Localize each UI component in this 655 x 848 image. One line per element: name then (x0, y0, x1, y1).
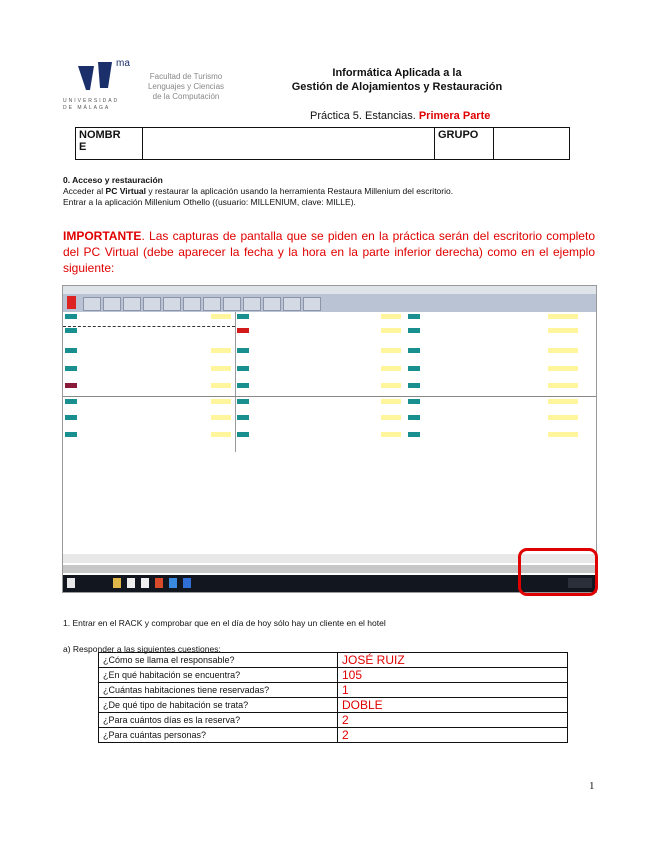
university-logo-icon (76, 62, 116, 92)
practice-prefix: Práctica 5. Estancias. (310, 110, 419, 122)
rack-status-cell (381, 399, 401, 404)
question-cell: ¿Para cuántos días es la reserva? (99, 713, 338, 728)
rack-status-cell (548, 348, 578, 353)
practice-subtitle (310, 110, 490, 122)
screenshot-toolbar-button (83, 297, 101, 311)
answer-cell[interactable]: 2 (338, 713, 568, 728)
question-cell: ¿Cuántas habitaciones tiene reservadas? (99, 683, 338, 698)
group-field[interactable] (494, 128, 570, 160)
edge-icon (183, 578, 191, 588)
answer-cell[interactable]: 1 (338, 683, 568, 698)
rack-room-cell (237, 366, 249, 371)
screenshot-toolbar-button (303, 297, 321, 311)
rack-room-cell (237, 314, 249, 319)
title-line-2: Gestión de Alojamientos y Restauración (291, 81, 503, 93)
rack-room-cell (65, 348, 77, 353)
rack-room-cell (65, 415, 77, 420)
document-title (262, 66, 532, 94)
rack-status-cell (211, 383, 231, 388)
name-label (76, 128, 143, 160)
rack-room-cell (408, 348, 420, 353)
table-row (99, 683, 568, 698)
rack-room-cell (237, 399, 249, 404)
rack-status-cell (381, 432, 401, 437)
answer-cell[interactable]: DOBLE (338, 698, 568, 713)
student-info-table (75, 127, 570, 160)
important-label: IMPORTANTE (63, 229, 142, 243)
date-time-highlight (518, 548, 598, 596)
rack-status-cell (211, 432, 231, 437)
rack-status-cell (381, 415, 401, 420)
millenium-icon (127, 578, 135, 588)
rack-room-cell (408, 366, 420, 371)
rack-room-cell (65, 328, 77, 333)
windows-start-icon (67, 578, 75, 588)
table-row (99, 668, 568, 683)
title-line-1: Informática Aplicada a la (332, 67, 462, 79)
rack-status-cell (548, 383, 578, 388)
section-access-heading: 0. Acceso y restauración (63, 175, 163, 185)
rack-status-cell (548, 328, 578, 333)
rack-status-cell (211, 314, 231, 319)
rack-status-cell (211, 415, 231, 420)
millenium-icon (141, 578, 149, 588)
line1-c: y restaurar la aplicación usando la herramienta Restaura Millenium del escritorio. (146, 186, 454, 196)
rack-status-cell (381, 383, 401, 388)
important-text: . Las capturas de pantalla que se piden en la práctica serán del escritorio completo del PC Virtual (debe aparecer la fecha y la hora en la parte inferior derecha) como en el ejemplo siguiente: (63, 229, 595, 275)
screenshot-toolbar-button (143, 297, 161, 311)
rack-room-cell (237, 432, 249, 437)
answer-cell[interactable]: 2 (338, 728, 568, 743)
section-access (63, 175, 603, 208)
important-note (63, 228, 595, 276)
table-row (99, 728, 568, 743)
rack-room-cell (408, 383, 420, 388)
browser-icon (155, 578, 163, 588)
screenshot-toolbar-button (223, 297, 241, 311)
screenshot-toolbar-button (263, 297, 281, 311)
rack-status-cell (548, 432, 578, 437)
name-field[interactable] (143, 128, 435, 160)
rack-room-cell (408, 432, 420, 437)
rack-room-cell (237, 383, 249, 388)
screenshot-toolbar-button (183, 297, 201, 311)
qa-intro: a) Responder a las siguientes cuestiones: (63, 644, 221, 654)
question-1: 1. Entrar en el RACK y comprobar que en el día de hoy sólo hay un cliente en el hotel (63, 618, 386, 628)
rack-status-cell (548, 399, 578, 404)
rack-room-cell (408, 415, 420, 420)
rack-room-cell (408, 328, 420, 333)
rack-room-cell (65, 432, 77, 437)
app-icon (169, 578, 177, 588)
line1-b: PC Virtual (105, 186, 146, 196)
name-label-line-1: NOMBR (79, 129, 121, 141)
screenshot-toolbar-button (203, 297, 221, 311)
rack-separator (63, 326, 235, 328)
rack-status-cell (381, 366, 401, 371)
screenshot-toolbar-button (283, 297, 301, 311)
name-label-line-2: E (79, 141, 87, 153)
table-row (99, 653, 568, 668)
rack-status-cell (381, 328, 401, 333)
rack-room-cell (65, 314, 77, 319)
rack-status-cell (211, 366, 231, 371)
screenshot-app-icon (67, 296, 76, 309)
rack-separator (63, 396, 596, 398)
faculty-name (138, 72, 234, 102)
table-row (99, 698, 568, 713)
screenshot-scrollbar (63, 565, 596, 573)
screenshot-statusbar (63, 554, 596, 563)
section-access-line-1 (63, 186, 603, 197)
rack-status-cell (548, 366, 578, 371)
rack-room-cell (237, 348, 249, 353)
faculty-line-2: Lenguajes y Ciencias (147, 82, 225, 91)
rack-divider (235, 312, 236, 452)
question-cell: ¿En qué habitación se encuentra? (99, 668, 338, 683)
rack-room-cell (65, 383, 77, 388)
rack-room-cell (65, 399, 77, 404)
page-number: 1 (589, 780, 595, 792)
question-cell: ¿De qué tipo de habitación se trata? (99, 698, 338, 713)
group-label: GRUPO (435, 128, 494, 160)
example-screenshot (62, 285, 597, 593)
screenshot-toolbar-button (243, 297, 261, 311)
rack-room-cell (408, 399, 420, 404)
qa-table (98, 652, 568, 743)
logo-suffix: ma (116, 58, 130, 69)
rack-status-cell (211, 399, 231, 404)
screenshot-toolbar-button (103, 297, 121, 311)
question-cell: ¿Para cuántas personas? (99, 728, 338, 743)
screenshot-titlebar (63, 286, 596, 294)
section-access-line-2: Entrar a la aplicación Millenium Othello ((usuario: MILLENIUM, clave: MILLE). (63, 197, 356, 207)
university-name: UNIVERSIDAD DE MÁLAGA (63, 98, 120, 111)
rack-status-cell (381, 348, 401, 353)
question-cell: ¿Cómo se llama el responsable? (99, 653, 338, 668)
rack-status-cell (381, 314, 401, 319)
answer-cell[interactable]: JOSÉ RUIZ (338, 653, 568, 668)
rack-occupied-cell (237, 328, 249, 333)
rack-status-cell (211, 348, 231, 353)
screenshot-toolbar-button (163, 297, 181, 311)
rack-status-cell (548, 314, 578, 319)
rack-room-cell (237, 415, 249, 420)
faculty-line-3: de la Computación (152, 92, 220, 101)
rack-status-cell (548, 415, 578, 420)
folder-icon (113, 578, 121, 588)
practice-part: Primera Parte (418, 110, 491, 122)
line1-a: Acceder al (63, 186, 106, 196)
rack-room-cell (408, 314, 420, 319)
faculty-line-1: Facultad de Turismo (149, 72, 223, 81)
answer-cell[interactable]: 105 (338, 668, 568, 683)
rack-room-cell (65, 366, 77, 371)
screenshot-toolbar-button (123, 297, 141, 311)
table-row (99, 713, 568, 728)
